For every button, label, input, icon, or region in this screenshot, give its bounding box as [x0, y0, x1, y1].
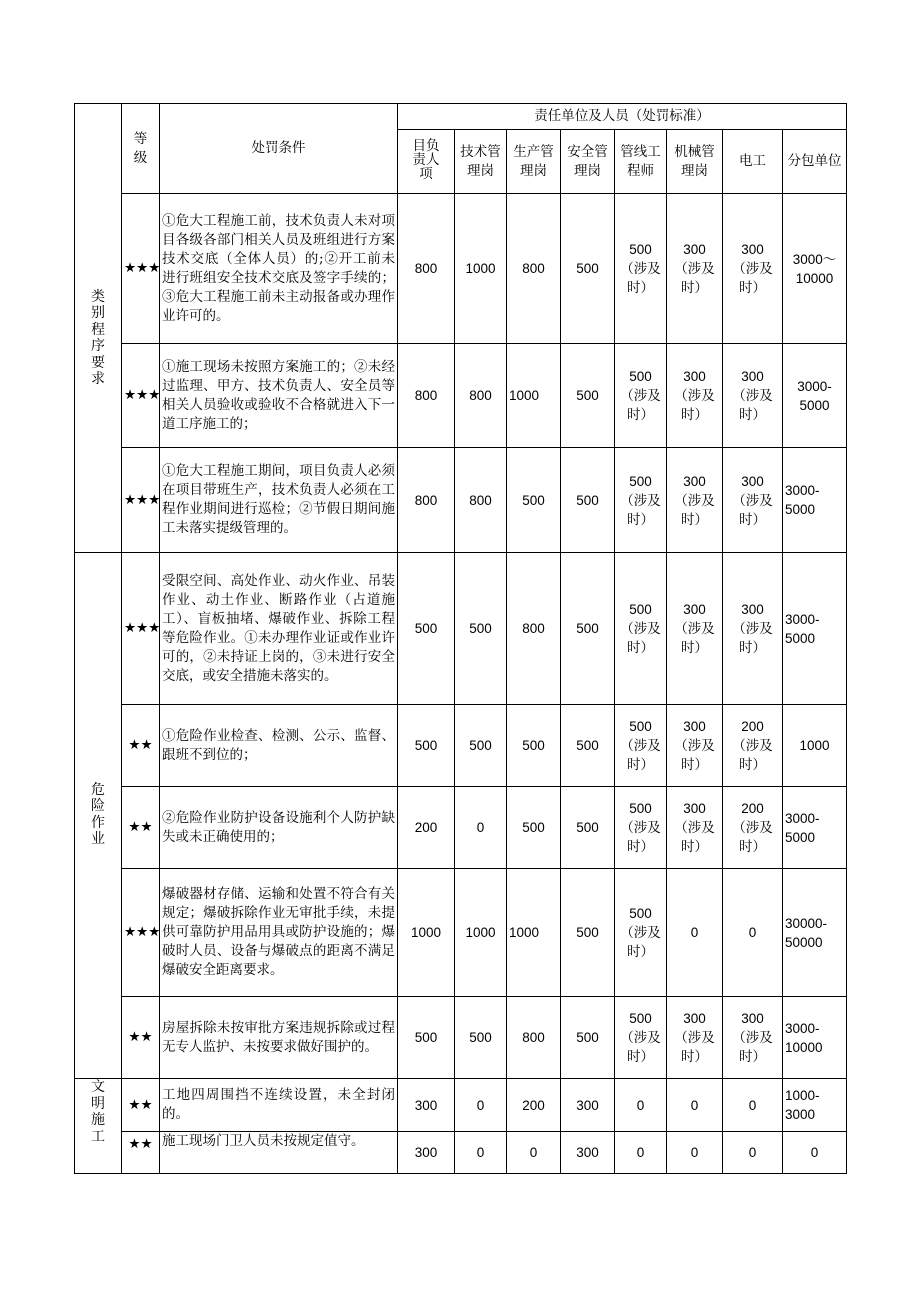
amount: 200 [741, 719, 764, 734]
amount: 200 [741, 801, 764, 816]
column-header: 技术管理岗 [455, 130, 507, 194]
value-cell: 300 [398, 1079, 455, 1132]
column-header-text: 目负责人项 [412, 138, 440, 182]
value-cell: 500 [507, 448, 561, 553]
pipe-cell [615, 448, 667, 553]
note: （涉及时） [732, 261, 773, 295]
amount: 500 [629, 369, 652, 384]
subcontract-cell: 3000-10000 [783, 997, 847, 1079]
value-cell: 800 [398, 194, 455, 344]
amount: 300 [741, 1011, 764, 1026]
value-cell: 500 [561, 448, 615, 553]
condition-cell: 工地四周围挡不连续设置，未全封闭的。 [160, 1079, 398, 1132]
amount: 300 [683, 719, 706, 734]
elec-cell [723, 705, 783, 787]
condition-cell: ①危大工程施工期间，项目负责人必须在项目带班生产，技术负责人必须在工程作业期间进行巡检；②节假日期间施工未落实提级管理的。 [160, 448, 398, 553]
value-cell: 0 [507, 1132, 561, 1174]
mech-cell [667, 705, 723, 787]
table-row [75, 997, 847, 1079]
note: （涉及时） [674, 261, 715, 295]
condition-cell: ①施工现场未按照方案施工的；②未经过监理、甲方、技术负责人、安全员等相关人员验收或验收不合格就进入下一道工序施工的； [160, 344, 398, 448]
note: （涉及时） [732, 820, 773, 854]
note: （涉及时） [620, 1030, 661, 1064]
subcontract-cell: 3000-5000 [783, 344, 847, 448]
pipe-cell: 0 [615, 1132, 667, 1174]
mech-cell: 0 [667, 1132, 723, 1174]
table-row [75, 344, 847, 448]
table-row [75, 869, 847, 997]
grade-cell: ★★ [122, 787, 160, 869]
note: （涉及时） [620, 492, 661, 527]
value-cell: 500 [398, 997, 455, 1079]
amount: 300 [741, 473, 764, 489]
note: （涉及时） [732, 492, 773, 527]
grade-cell: ★★★ [122, 448, 160, 553]
elec-cell [723, 997, 783, 1079]
column-header [398, 130, 455, 194]
column-header: 管线工程师 [615, 130, 667, 194]
mech-cell [667, 787, 723, 869]
value-cell: 500 [507, 705, 561, 787]
subcontract-cell: 30000-50000 [783, 869, 847, 997]
value-cell: 1000 [455, 194, 507, 344]
subcontract-cell: 1000-3000 [783, 1079, 847, 1132]
condition-cell: ①危险作业检查、检测、公示、监督、跟班不到位的； [160, 705, 398, 787]
subcontract-cell: 0 [783, 1132, 847, 1174]
grade-cell: ★★ [122, 705, 160, 787]
grade-header: 等级 [133, 130, 148, 166]
table-row [75, 448, 847, 553]
value-cell: 0 [455, 787, 507, 869]
grade-cell: ★★ [122, 1079, 160, 1132]
value-cell: 200 [507, 1079, 561, 1132]
value-cell: 300 [398, 1132, 455, 1174]
category-label: 文明施工 [91, 1079, 105, 1145]
note: （涉及时） [674, 388, 715, 422]
column-header: 分包单位 [783, 130, 847, 194]
column-header: 电工 [723, 130, 783, 194]
value-cell: 500 [561, 194, 615, 344]
value-cell: 800 [398, 448, 455, 553]
amount: 300 [683, 242, 706, 257]
note: （涉及时） [620, 820, 661, 854]
pipe-cell [615, 869, 667, 997]
value-cell: 800 [455, 344, 507, 448]
header-row-1 [75, 104, 847, 130]
amount: 500 [629, 602, 652, 617]
amount: 500 [629, 801, 652, 816]
table-row [75, 705, 847, 787]
category-label: 危险作业 [91, 781, 105, 848]
condition-cell: ②危险作业防护设备设施利个人防护缺失或未正确使用的； [160, 787, 398, 869]
note: （涉及时） [732, 621, 773, 655]
penalty-table [74, 103, 847, 1174]
grade-cell: ★★★ [122, 869, 160, 997]
value-cell: 500 [455, 997, 507, 1079]
amount: 300 [683, 369, 706, 384]
subcontract-cell: 1000 [783, 705, 847, 787]
pipe-cell [615, 344, 667, 448]
note: （涉及时） [674, 492, 715, 527]
note: （涉及时） [674, 738, 715, 772]
note: （涉及时） [732, 1030, 773, 1064]
value-cell: 500 [398, 705, 455, 787]
condition-cell: ①危大工程施工前，技术负责人未对项目各级各部门相关人员及班组进行方案技术交底（全体人员）的;②开工前未进行班组安全技术交底及签字手续的；③危大工程施工前未主动报备或办理作业许可的。 [160, 194, 398, 344]
grade-cell: ★★★ [122, 194, 160, 344]
amount: 300 [683, 602, 706, 617]
mech-cell: 0 [667, 1079, 723, 1132]
responsible-header: 责任单位及人员（处罚标准） [398, 104, 847, 130]
value-cell: 800 [507, 997, 561, 1079]
value-cell: 500 [561, 787, 615, 869]
column-header: 安全管理岗 [561, 130, 615, 194]
mech-cell: 0 [667, 869, 723, 997]
pipe-cell [615, 553, 667, 705]
amount: 300 [741, 242, 764, 257]
subcontract-cell: 3000-5000 [783, 448, 847, 553]
note: （涉及时） [620, 261, 661, 295]
grade-cell: ★★★ [122, 553, 160, 705]
column-header: 机械管理岗 [667, 130, 723, 194]
note: （涉及时） [620, 925, 661, 959]
value-cell: 500 [561, 553, 615, 705]
table-row [75, 1132, 847, 1174]
grade-cell: ★★ [122, 997, 160, 1079]
elec-cell [723, 787, 783, 869]
note: （涉及时） [732, 388, 773, 422]
amount: 500 [629, 1011, 652, 1026]
value-cell: 1000 [507, 344, 561, 448]
category-header-cell [75, 104, 122, 553]
amount: 300 [683, 473, 706, 489]
amount: 500 [629, 906, 652, 921]
value-cell: 800 [507, 553, 561, 705]
note: （涉及时） [674, 1030, 715, 1064]
value-cell: 200 [398, 787, 455, 869]
subcontract-cell: 3000-5000 [783, 553, 847, 705]
note: （涉及时） [732, 738, 773, 772]
grade-header-cell [122, 104, 160, 194]
condition-header: 处罚条件 [160, 104, 398, 194]
value-cell: 800 [455, 448, 507, 553]
pipe-cell [615, 705, 667, 787]
value-cell: 500 [455, 705, 507, 787]
value-cell: 500 [561, 997, 615, 1079]
value-cell: 500 [561, 705, 615, 787]
table-row [75, 553, 847, 705]
elec-cell [723, 448, 783, 553]
value-cell: 800 [398, 344, 455, 448]
table-row [75, 787, 847, 869]
pipe-cell [615, 787, 667, 869]
note: （涉及时） [674, 820, 715, 854]
amount: 300 [741, 369, 764, 384]
elec-cell: 0 [723, 1079, 783, 1132]
category-cell-civil [75, 1079, 122, 1174]
subcontract-cell: 3000～10000 [783, 194, 847, 344]
value-cell: 500 [507, 787, 561, 869]
amount: 500 [629, 719, 652, 734]
value-cell: 500 [561, 869, 615, 997]
subcontract-cell: 3000-5000 [783, 787, 847, 869]
grade-cell: ★★★ [122, 344, 160, 448]
elec-cell: 0 [723, 1132, 783, 1174]
mech-cell [667, 553, 723, 705]
pipe-cell [615, 997, 667, 1079]
amount: 300 [741, 602, 764, 617]
value-cell: 300 [561, 1132, 615, 1174]
amount: 500 [629, 242, 652, 257]
mech-cell [667, 344, 723, 448]
amount: 300 [683, 1011, 706, 1026]
note: （涉及时） [674, 621, 715, 655]
amount: 300 [683, 801, 706, 816]
condition-cell: 受限空间、高处作业、动火作业、吊装作业、动土作业、断路作业（占道施工）、盲板抽堵、爆破作业、拆除工程等危险作业。①未办理作业证或作业许可的，②未持证上岗的，③未进行安全交底，或安全措施未落实的。 [160, 553, 398, 705]
value-cell: 1000 [398, 869, 455, 997]
mech-cell [667, 194, 723, 344]
value-cell: 0 [455, 1079, 507, 1132]
value-cell: 800 [507, 194, 561, 344]
category-cell-danger [75, 553, 122, 1079]
elec-cell [723, 344, 783, 448]
pipe-cell: 0 [615, 1079, 667, 1132]
value-cell: 500 [455, 553, 507, 705]
pipe-cell [615, 194, 667, 344]
value-cell: 500 [561, 344, 615, 448]
note: （涉及时） [620, 738, 661, 772]
category-header: 类别程序要求 [91, 288, 105, 388]
condition-cell: 爆破器材存储、运输和处置不符合有关规定；爆破拆除作业无审批手续，未提供可靠防护用品用具或防护设施的；爆破时人员、设备与爆破点的距离不满足爆破安全距离要求。 [160, 869, 398, 997]
value-cell: 1000 [455, 869, 507, 997]
column-header: 生产管理岗 [507, 130, 561, 194]
elec-cell [723, 553, 783, 705]
value-cell: 1000 [507, 869, 561, 997]
condition-cell: 房屋拆除未按审批方案违规拆除或过程无专人监护、未按要求做好围护的。 [160, 997, 398, 1079]
table-row [75, 194, 847, 344]
note: （涉及时） [620, 621, 661, 655]
elec-cell: 0 [723, 869, 783, 997]
value-cell: 500 [398, 553, 455, 705]
value-cell: 0 [455, 1132, 507, 1174]
condition-cell: 施工现场门卫人员未按规定值守。 [160, 1132, 398, 1174]
amount: 500 [629, 473, 652, 489]
grade-cell: ★★ [122, 1132, 160, 1174]
elec-cell [723, 194, 783, 344]
mech-cell [667, 448, 723, 553]
value-cell: 300 [561, 1079, 615, 1132]
mech-cell [667, 997, 723, 1079]
note: （涉及时） [620, 388, 661, 422]
table-row [75, 1079, 847, 1132]
